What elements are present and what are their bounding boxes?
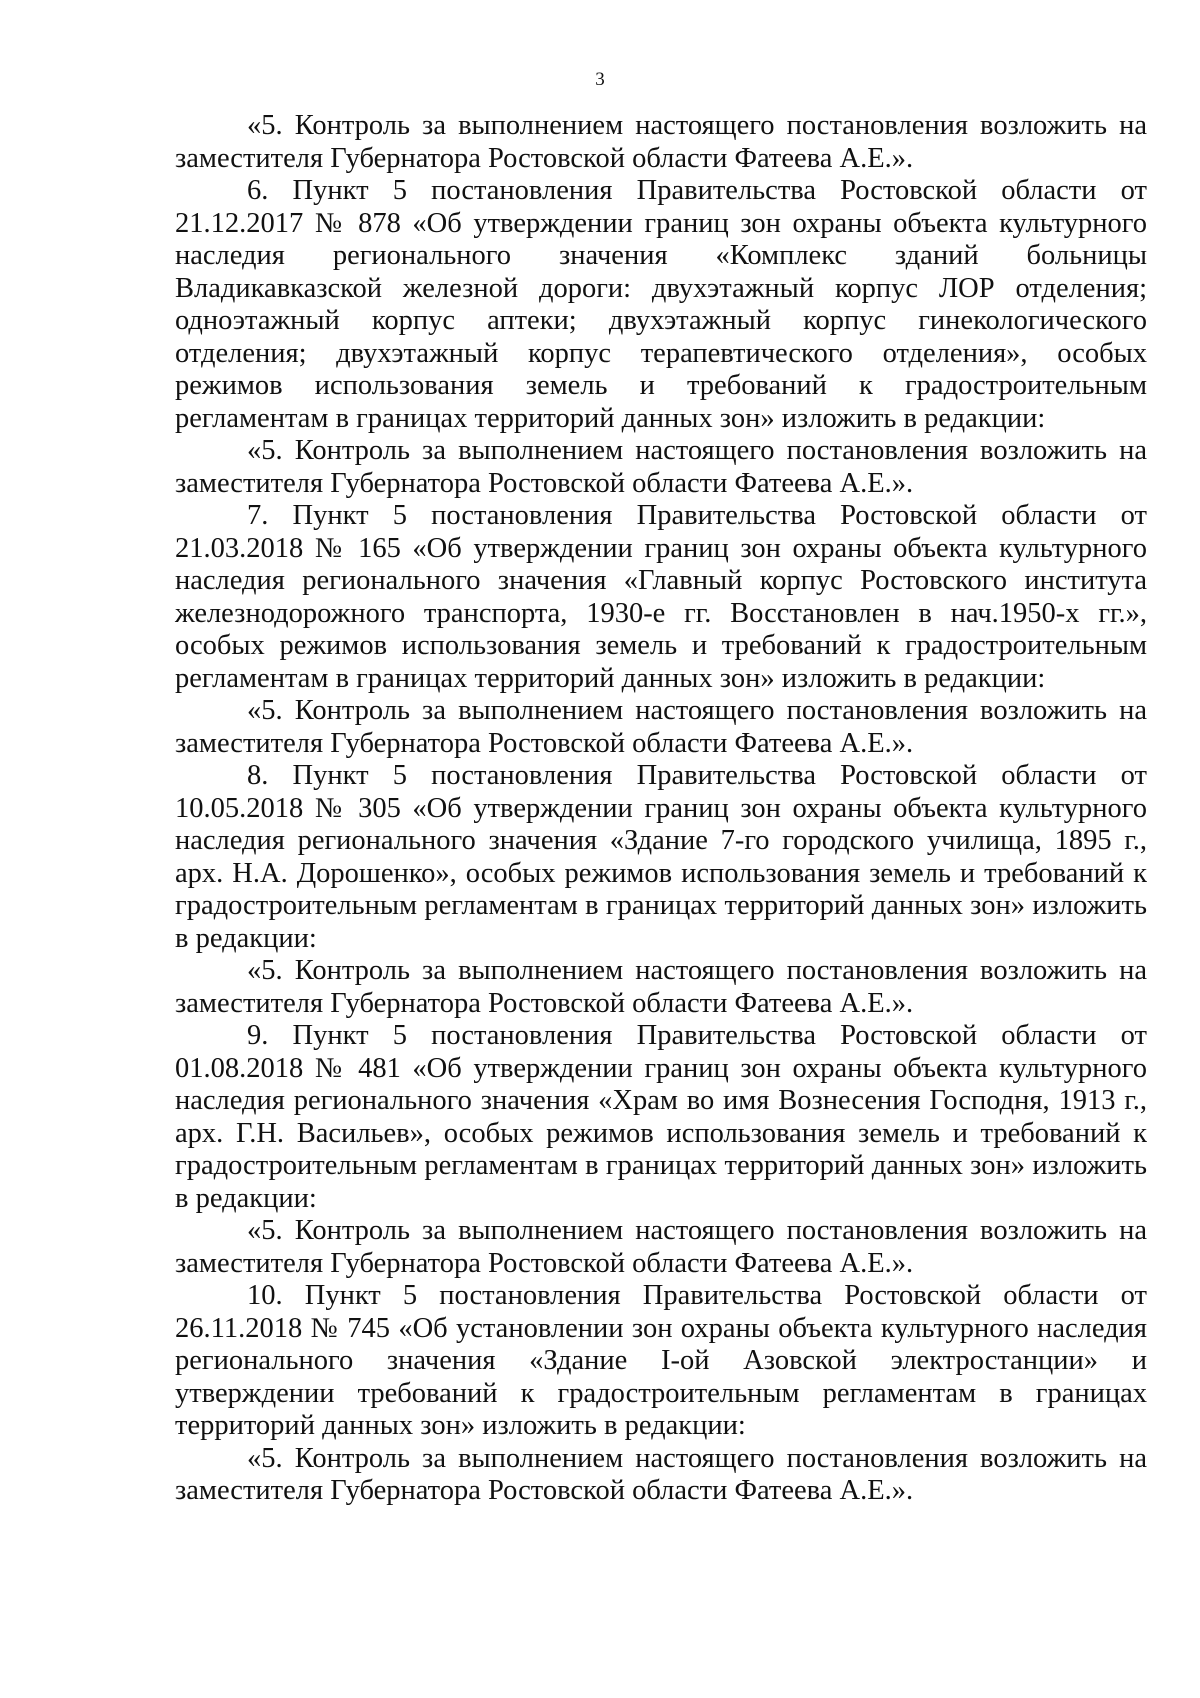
paragraph-quote-5: «5. Контроль за выполнением настоящего постановления возложить на заместителя Губернатора Ростовской области Фатеева А.Е.». bbox=[175, 1442, 1147, 1506]
paragraph-item-7: 7. Пункт 5 постановления Правительства Ростовской области от 21.03.2018 № 165 «Об утверждении границ зон охраны объекта культурного наследия регионального значения «Главный корпус Ростовского института железнодорожного транспорта, 1930-е гг. Восстановлен в нач.1950-х гг.», особых режимов использования земель и требований к градостроительным регламентам в границах территорий данных зон» изложить в редакции: bbox=[175, 500, 1147, 694]
paragraph-item-9: 9. Пункт 5 постановления Правительства Ростовской области от 01.08.2018 № 481 «Об утверждении границ зон охраны объекта культурного наследия регионального значения «Храм во имя Вознесения Господня, 1913 г., арх. Г.Н. Васильев», особых режимов использования земель и требований к градостроительным регламентам в границах территорий данных зон» изложить в редакции: bbox=[175, 1020, 1147, 1214]
paragraph-quote-5: «5. Контроль за выполнением настоящего постановления возложить на заместителя Губернатора Ростовской области Фатеева А.Е.». bbox=[175, 1215, 1147, 1279]
paragraph-quote-5: «5. Контроль за выполнением настоящего постановления возложить на заместителя Губернатора Ростовской области Фатеева А.Е.». bbox=[175, 955, 1147, 1019]
paragraph-item-10: 10. Пункт 5 постановления Правительства Ростовской области от 26.11.2018 № 745 «Об установлении зон охраны объекта культурного наследия регионального значения «Здание I-ой Азовской электростанции» и утверждении требований к градостроительным регламентам в границах территорий данных зон» изложить в редакции: bbox=[175, 1280, 1147, 1441]
page-number: 3 bbox=[595, 69, 605, 90]
paragraph-quote-5: «5. Контроль за выполнением настоящего постановления возложить на заместителя Губернатора Ростовской области Фатеева А.Е.». bbox=[175, 695, 1147, 759]
paragraph-item-8: 8. Пункт 5 постановления Правительства Ростовской области от 10.05.2018 № 305 «Об утверждении границ зон охраны объекта культурного наследия регионального значения «Здание 7-го городского училища, 1895 г., арх. Н.А. Дорошенко», особых режимов использования земель и требований к градостроительным регламентам в границах территорий данных зон» изложить в редакции: bbox=[175, 760, 1147, 954]
paragraph-item-6: 6. Пункт 5 постановления Правительства Ростовской области от 21.12.2017 № 878 «Об утверждении границ зон охраны объекта культурного наследия регионального значения «Комплекс зданий больницы Владикавказской железной дороги: двухэтажный корпус ЛОР отделения; одноэтажный корпус аптеки; двухэтажный корпус гинекологического отделения; двухэтажный корпус терапевтического отделения», особых режимов использования земель и требований к градостроительным регламентам в границах территорий данных зон» изложить в редакции: bbox=[175, 175, 1147, 434]
paragraph-quote-5: «5. Контроль за выполнением настоящего постановления возложить на заместителя Губернатора Ростовской области Фатеева А.Е.». bbox=[175, 110, 1147, 174]
document-body bbox=[175, 110, 1147, 1508]
paragraph-quote-5: «5. Контроль за выполнением настоящего постановления возложить на заместителя Губернатора Ростовской области Фатеева А.Е.». bbox=[175, 435, 1147, 499]
